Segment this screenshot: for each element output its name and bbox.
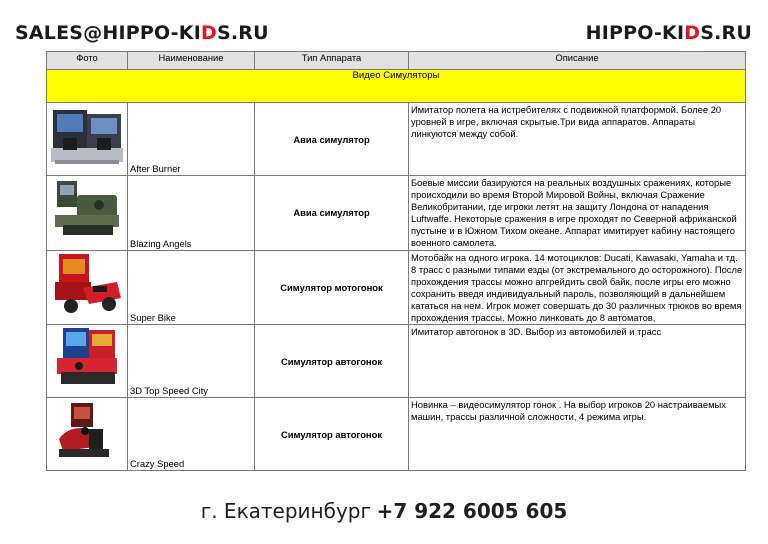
section-title: Видео Симуляторы bbox=[47, 70, 746, 103]
product-description: Имитатор автогонок в 3D. Выбор из автомобилей и трасс bbox=[409, 325, 746, 398]
product-name: 3D Top Speed City bbox=[128, 325, 255, 398]
email-text-end: S.RU bbox=[216, 22, 269, 44]
table-row bbox=[47, 250, 746, 325]
product-description: Боевые миссии базируются на реальных воздушных сражениях, которые происходили во время Второй Мировой Войны, включая Сражение Великобритании, где игроки летят на защиту Лондона от нападения Luftwaffe. Некоторые сражения в игре проходят по Северной африканской пустыне и в Южном Тихом океане. Аппарат имитирует кабину настоящего военного самолета. bbox=[409, 176, 746, 251]
table-header-row bbox=[47, 52, 746, 70]
product-description: Новинка – видеосимулятор гонок . На выбор игроков 20 настраиваемых машин, трассы различной сложности, 4 режима игры. bbox=[409, 398, 746, 471]
table-row bbox=[47, 398, 746, 471]
product-description: Мотобайк на одного игрока. 14 мотоциклов: Ducati, Kawasaki, Yamaha и тд. 8 трасс с разными типами езды (от экстремального до осторожного). После прохождения трассы можно апгрейдить свой байк, после игры его можно сохранить введя индивидуальный пароль, позволяющий в дальнейшем кататься на нем. Игрок может совершать до 30 различных трюков во время прохождения трассы. Можно линковать до 8 автоматов, bbox=[409, 250, 746, 325]
city-label: г. Екатеринбург bbox=[200, 499, 371, 523]
site-logo[interactable] bbox=[586, 21, 752, 45]
crazy-speed-cabinet-image bbox=[49, 399, 125, 465]
product-photo-cell bbox=[47, 176, 128, 251]
product-type: Симулятор автогонок bbox=[255, 398, 409, 471]
product-name: Crazy Speed bbox=[128, 398, 255, 471]
product-description: Имитатор полета на истребителях с подвижной платформой. Более 20 уровней в игре, включая скрытые.Три вида аппаратов. Аппараты линкуются между собой. bbox=[409, 103, 746, 176]
column-header-photo: Фото bbox=[47, 52, 128, 70]
sales-email[interactable] bbox=[15, 21, 269, 45]
product-name: After Burner bbox=[128, 103, 255, 176]
product-type: Симулятор автогонок bbox=[255, 325, 409, 398]
contact-footer bbox=[0, 497, 768, 526]
table-row bbox=[47, 325, 746, 398]
product-photo-cell bbox=[47, 325, 128, 398]
product-type: Симулятор мотогонок bbox=[255, 250, 409, 325]
table-row bbox=[47, 176, 746, 251]
after-burner-cabinet-image bbox=[49, 104, 125, 170]
site-text-end: S.RU bbox=[700, 22, 752, 44]
product-photo-cell bbox=[47, 250, 128, 325]
section-row bbox=[47, 70, 746, 103]
product-table bbox=[46, 51, 746, 471]
column-header-description: Описание bbox=[409, 52, 746, 70]
column-header-name: Наименование bbox=[128, 52, 255, 70]
product-type: Авиа симулятор bbox=[255, 103, 409, 176]
site-accent-letter: D bbox=[684, 22, 701, 44]
super-bike-cabinet-image bbox=[49, 252, 125, 318]
product-name: Super Bike bbox=[128, 250, 255, 325]
top-speed-city-cabinet-image bbox=[49, 326, 125, 392]
email-accent-letter: D bbox=[200, 22, 217, 44]
email-text: SALES@HIPPO-KI bbox=[15, 22, 201, 44]
table-row bbox=[47, 103, 746, 176]
product-name: Blazing Angels bbox=[128, 176, 255, 251]
column-header-type: Тип Аппарата bbox=[255, 52, 409, 70]
product-photo-cell bbox=[47, 398, 128, 471]
blazing-angels-cabinet-image bbox=[49, 177, 125, 243]
product-photo-cell bbox=[47, 103, 128, 176]
product-type: Авиа симулятор bbox=[255, 176, 409, 251]
phone-number[interactable]: +7 922 6005 605 bbox=[376, 499, 568, 523]
site-text: HIPPO-KI bbox=[585, 22, 685, 44]
